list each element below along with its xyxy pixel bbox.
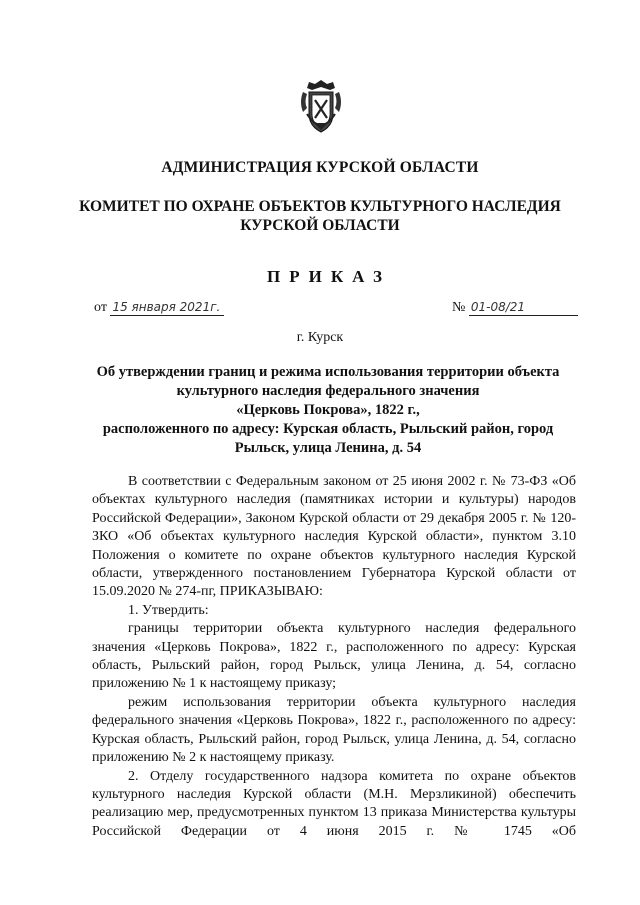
title-line: Об утверждении границ и режима использования территории объекта	[96, 364, 560, 380]
city-line: г. Курск	[296, 330, 344, 345]
title-line: расположенного по адресу: Курская область, Рыльский район, город	[102, 421, 554, 437]
org-name-line3: КУРСКОЙ ОБЛАСТИ	[240, 217, 400, 234]
date-field	[94, 300, 224, 316]
title-line: Рыльск, улица Ленина, д. 54	[234, 440, 422, 456]
body-paragraph-regime: режим использования территории объекта культурного наследия федерального значения «Церковь Покрова», 1822 г., расположенного по адресу: Курская область, Рыльский район, город Рыльск, улица Ленина, д. 54, согласно приложению № 2 к настоящему приказу.	[92, 694, 576, 766]
order-body	[92, 473, 576, 841]
title-line: культурного наследия федерального значения	[176, 383, 480, 399]
date-value-handwritten: 15 января 2021г.	[110, 300, 224, 316]
order-title	[88, 363, 568, 458]
date-prefix: от	[94, 300, 107, 315]
body-paragraph-item1: 1. Утвердить:	[128, 602, 209, 618]
number-value-handwritten: 01-08/21	[469, 300, 578, 316]
body-paragraph-item2: 2. Отделу государственного надзора комитета по охране объектов культурного наследия Курской области (М.Н. Мерзликиной) обеспечить реализацию мер, предусмотренных пунктом 13 приказа Министерства культуры Российской Федерации от 4 июня 2015 г. № 1745 «Об	[92, 768, 576, 839]
title-line: «Церковь Покрова», 1822 г.,	[236, 402, 420, 418]
number-prefix: №	[452, 300, 466, 315]
doc-type-heading: ПРИКАЗ	[267, 267, 391, 286]
org-name-line2: КОМИТЕТ ПО ОХРАНЕ ОБЪЕКТОВ КУЛЬТУРНОГО НАСЛЕДИЯ	[79, 198, 561, 215]
number-field	[452, 300, 578, 316]
org-name-committee	[0, 197, 640, 235]
coat-of-arms-emblem	[297, 78, 345, 136]
body-paragraph-boundaries: границы территории объекта культурного наследия федерального значения «Церковь Покрова», 1822 г., расположенного по адресу: Курская область, Рыльский район, город Рыльск, улица Ленина, д. 54, согласно приложению № 1 к настоящему приказу;	[92, 621, 576, 692]
body-paragraph-preamble: В соответствии с Федеральным законом от 25 июня 2002 г. № 73-ФЗ «Об объектах культурного наследия (памятниках истории и культуры) народов Российской Федерации», Законом Курской области от 29 декабря 2005 г. № 120-ЗКО «Об объектах культурного наследия Курской области», пунктом 3.10 Положения о комитете по охране объектов культурного наследия Курской области, утвержденного постановлением Губернатора Курской области от 15.09.2020 № 274-пг, ПРИКАЗЫВАЮ:	[92, 474, 576, 600]
org-name-line1: АДМИНИСТРАЦИЯ КУРСКОЙ ОБЛАСТИ	[161, 159, 479, 176]
